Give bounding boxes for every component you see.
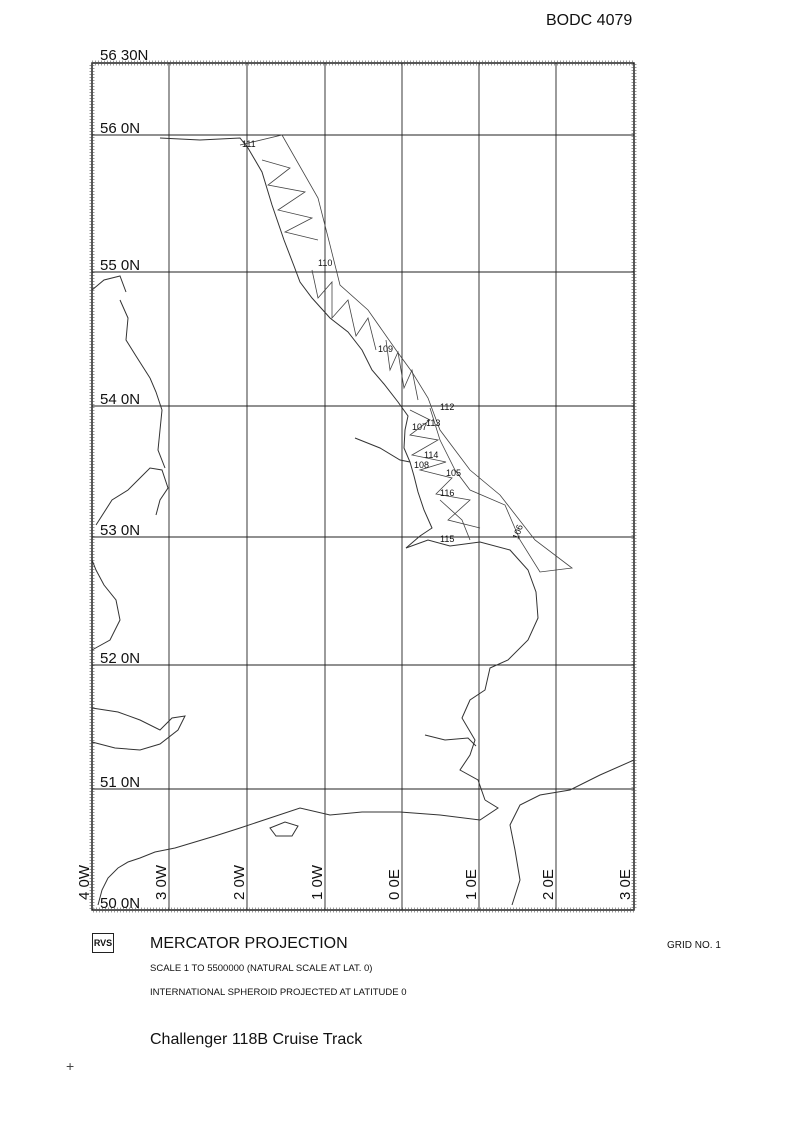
longitude-label: 2 0W [231,864,248,900]
longitude-label: 4 0W [76,864,93,900]
longitude-label: 1 0E [463,869,480,900]
station-label: 107 [412,422,428,432]
scale-text: SCALE 1 TO 5500000 (NATURAL SCALE AT LAT. 0) [150,963,373,974]
station-label: 113 [426,418,441,428]
latitude-label: 56 0N [100,120,141,137]
document-id: BODC 4079 [546,12,633,29]
map-frame [92,63,634,910]
grid-number: GRID NO. 1 [667,940,721,951]
top-latitude-label: 56 30N [100,47,149,64]
longitude-grid [169,63,556,910]
station-label: 116 [440,488,455,498]
latitude-label: 55 0N [100,257,141,274]
latitude-label: 54 0N [100,391,141,408]
projection-title: MERCATOR PROJECTION [150,935,348,952]
map-frame-ticks [92,63,634,910]
latitude-label: 52 0N [100,650,141,667]
longitude-label: 3 0E [617,869,634,900]
latitude-grid [92,135,634,789]
registration-mark: + [66,1058,75,1074]
station-label: 111 [242,139,256,149]
coastline [92,138,634,905]
station-label: 115 [440,534,455,544]
rvs-logo: RVS [92,933,114,953]
station-label: 105 [446,468,462,478]
latitude-label: 53 0N [100,522,141,539]
station-label: 106 [510,523,526,541]
latitude-label: 50 0N [100,895,141,912]
longitude-label: 1 0W [309,864,326,900]
longitude-label: 2 0E [540,869,557,900]
longitude-label: 3 0W [153,864,170,900]
station-label: 112 [440,402,455,412]
station-labels [242,139,525,544]
station-label: 109 [378,344,394,354]
spheroid-text: INTERNATIONAL SPHEROID PROJECTED AT LATITUDE 0 [150,987,407,998]
station-label: 110 [318,258,333,268]
latitude-label: 51 0N [100,774,141,791]
map-caption: Challenger 118B Cruise Track [150,1031,363,1048]
cruise-track [240,135,572,572]
station-label: 114 [424,450,439,460]
station-label: 108 [414,460,430,470]
longitude-label: 0 0E [386,869,403,900]
